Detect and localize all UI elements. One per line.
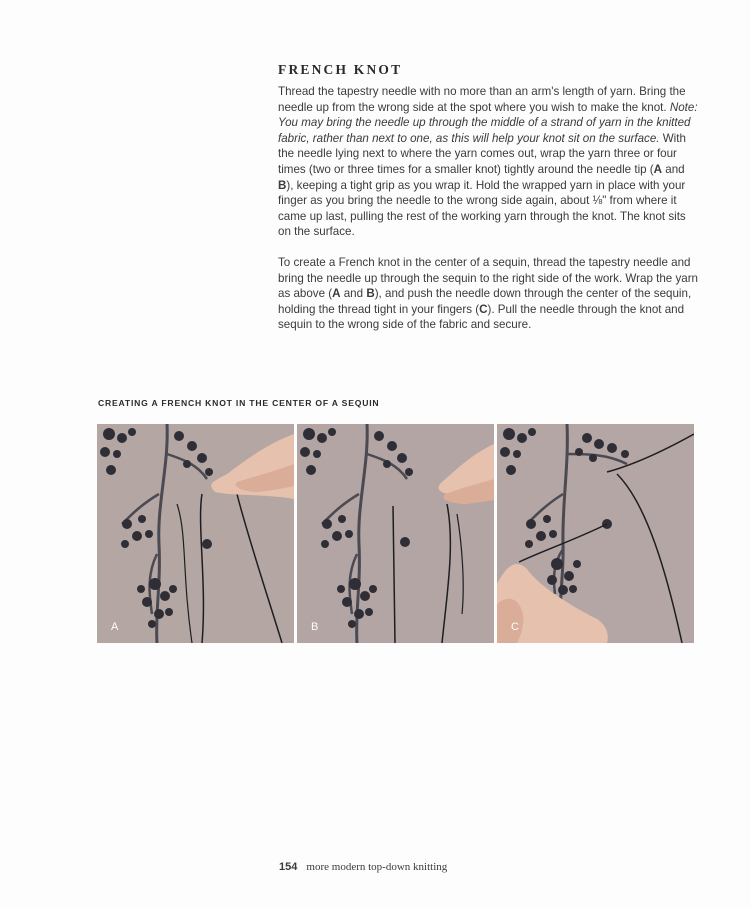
photo-strip xyxy=(97,424,694,643)
ref-b-2: B xyxy=(366,287,375,301)
section-heading: FRENCH KNOT xyxy=(278,62,403,77)
photo-b xyxy=(297,424,494,643)
p1-text-a: Thread the tapestry needle with no more than an arm's length of yarn. Bring the needle up from the wrong side at the spot where you wish to make the knot. xyxy=(278,85,686,114)
and-1: and xyxy=(662,162,685,176)
photo-label-b: B xyxy=(311,621,319,633)
page-number: 154 xyxy=(279,861,298,873)
photo-label-c: C xyxy=(511,621,519,633)
page-footer xyxy=(279,861,447,873)
p2-text-c: ). Pull the needle through the knot and sequin to the wrong side of the fabric and secure. xyxy=(278,302,685,332)
p1-note: Note: You may bring the needle up through the middle of a strand of yarn in the knitted fabric, rather than next to one, as this will help your knot sit on the surface. xyxy=(278,100,698,145)
and-2: and xyxy=(340,287,367,301)
paragraph-sequin xyxy=(278,255,698,333)
p2-text-b: ), and push the needle down through the center of the sequin, holding the thread tight in your fingers ( xyxy=(278,287,692,316)
ref-b: B xyxy=(278,178,287,192)
ref-c: C xyxy=(479,302,488,316)
french-knot-section xyxy=(278,62,698,348)
ref-a: A xyxy=(653,162,663,176)
ref-a-2: A xyxy=(332,287,341,301)
p1-text-c: ), keeping a tight grip as you wrap it. Hold the wrapped yarn in place with your finger as you bring the needle to the wrong side again, about ⅛" from where it came up last, pulling the rest of the working yarn through the knot. The knot sits on the surface. xyxy=(278,178,686,239)
paragraph-instructions xyxy=(278,84,698,240)
photo-a xyxy=(97,424,294,643)
photo-label-a: A xyxy=(111,621,119,633)
photo-c xyxy=(497,424,694,643)
running-title: more modern top-down knitting xyxy=(306,861,448,873)
p1-text-b: With the needle lying next to where the yarn comes out, wrap the yarn three or four times (two or three times for a smaller knot) tightly around the needle tip ( xyxy=(278,131,686,176)
p2-text-a: To create a French knot in the center of a sequin, thread the tapestry needle and bring the needle up through the sequin to the right side of the work. Wrap the yarn as above ( xyxy=(278,255,699,301)
figure-caption: CREATING A FRENCH KNOT IN THE CENTER OF A SEQUIN xyxy=(98,398,380,408)
